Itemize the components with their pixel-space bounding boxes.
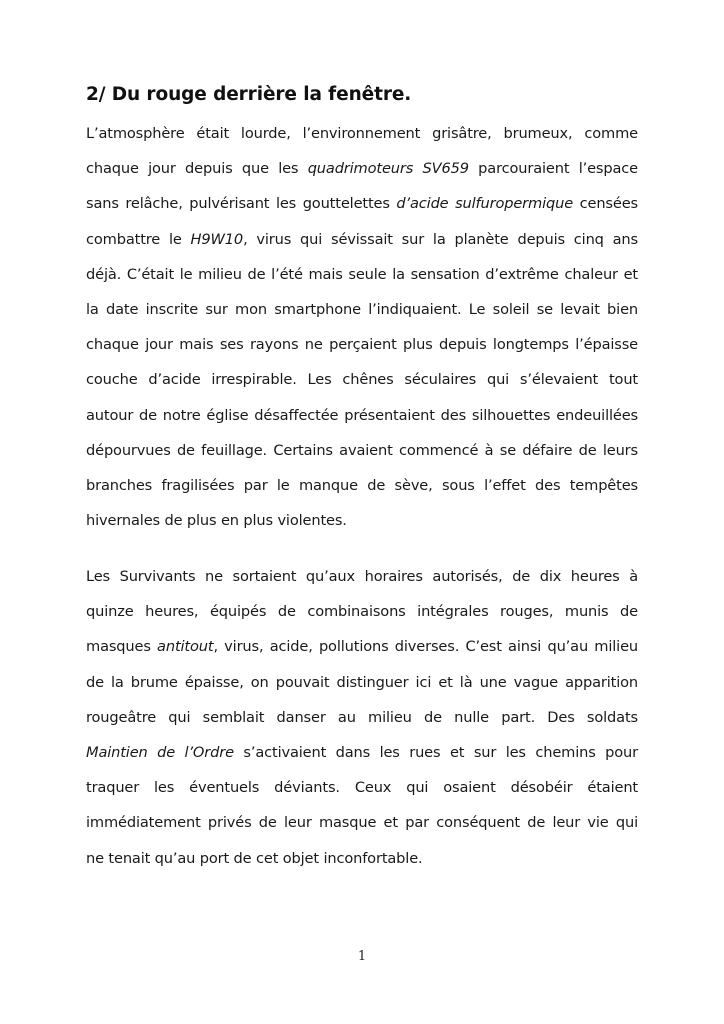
- text-line: [86, 406, 638, 426]
- text-line: [86, 335, 638, 355]
- text-span: parcouraient l’espace: [468, 160, 638, 178]
- text-span: immédiatement privés de leur masque et par conséquent de leur vie qui: [86, 814, 638, 832]
- text-line: [86, 476, 638, 496]
- text-span: chaque jour mais ses rayons ne perçaient plus depuis longtemps l’épaisse: [86, 336, 638, 354]
- text-span: traquer les éventuels déviants. Ceux qui osaient désobéir étaient: [86, 779, 638, 797]
- text-span: , virus, acide, pollutions diverses. C’est ainsi qu’au milieu: [213, 638, 638, 656]
- text-line: [86, 673, 638, 693]
- text-line: [86, 194, 638, 214]
- text-line: [86, 778, 638, 798]
- text-line: [86, 813, 638, 833]
- text-span: hivernales de plus en plus violentes.: [86, 512, 347, 530]
- text-line: [86, 708, 638, 728]
- text-span: Les Survivants ne sortaient qu’aux horaires autorisés, de dix heures à: [86, 568, 638, 585]
- text-span: L’atmosphère était lourde, l’environnement grisâtre, brumeux, comme: [86, 125, 638, 142]
- text-line: [86, 124, 638, 144]
- text-line: [86, 265, 638, 285]
- text-span: quinze heures, équipés de combinaisons intégrales rouges, munis de: [86, 603, 638, 621]
- text-span: censées: [573, 195, 638, 213]
- text-span: couche d’acide irrespirable. Les chênes séculaires qui s’élevaient tout: [86, 371, 638, 389]
- text-span: dépourvues de feuillage. Certains avaient commencé à se défaire de leurs: [86, 441, 638, 459]
- text-span: branches fragilisées par le manque de sève, sous l’effet des tempêtes: [86, 477, 638, 494]
- italic-text: antitout: [157, 638, 214, 656]
- text-span: s’activaient dans les rues et sur les chemins pour: [233, 744, 638, 761]
- text-span: ne tenait qu’au port de cet objet inconfortable.: [86, 849, 423, 867]
- text-line: [86, 743, 638, 763]
- text-line: [86, 159, 638, 179]
- page-number: 1: [357, 949, 367, 964]
- text-span: autour de notre église désaffectée présentaient des silhouettes endeuillées: [86, 406, 638, 424]
- text-line: [86, 230, 638, 250]
- italic-text: H9W10: [190, 230, 244, 248]
- text-span: déjà. C’était le milieu de l’été mais seule la sensation d’extrême chaleur et: [86, 265, 638, 283]
- text-span: chaque jour depuis que les: [86, 160, 308, 178]
- italic-text: quadrimoteurs SV659: [307, 160, 469, 178]
- text-span: rougeâtre qui semblait danser au milieu de nulle part. Des soldats: [86, 708, 638, 726]
- text-span: de la brume épaisse, on pouvait distinguer ici et là une vague apparition: [86, 673, 638, 691]
- text-line: [86, 567, 638, 587]
- text-line: [86, 511, 638, 531]
- chapter-title: 2/ Du rouge derrière la fenêtre.: [86, 84, 412, 105]
- text-span: combattre le: [86, 230, 191, 248]
- italic-text: Maintien de l’Ordre: [86, 744, 234, 761]
- text-line: [86, 637, 638, 657]
- text-span: la date inscrite sur mon smartphone l’indiquaient. Le soleil se levait bien: [86, 301, 638, 318]
- italic-text: d’acide sulfuropermique: [396, 195, 574, 213]
- text-span: sans relâche, pulvérisant les gouttelettes: [86, 195, 397, 213]
- text-span: , virus qui sévissait sur la planète depuis cinq ans: [243, 230, 638, 248]
- text-span: masques: [86, 638, 158, 656]
- text-line: [86, 602, 638, 622]
- text-line: [86, 441, 638, 461]
- text-line: [86, 849, 638, 869]
- text-line: [86, 300, 638, 320]
- text-line: [86, 370, 638, 390]
